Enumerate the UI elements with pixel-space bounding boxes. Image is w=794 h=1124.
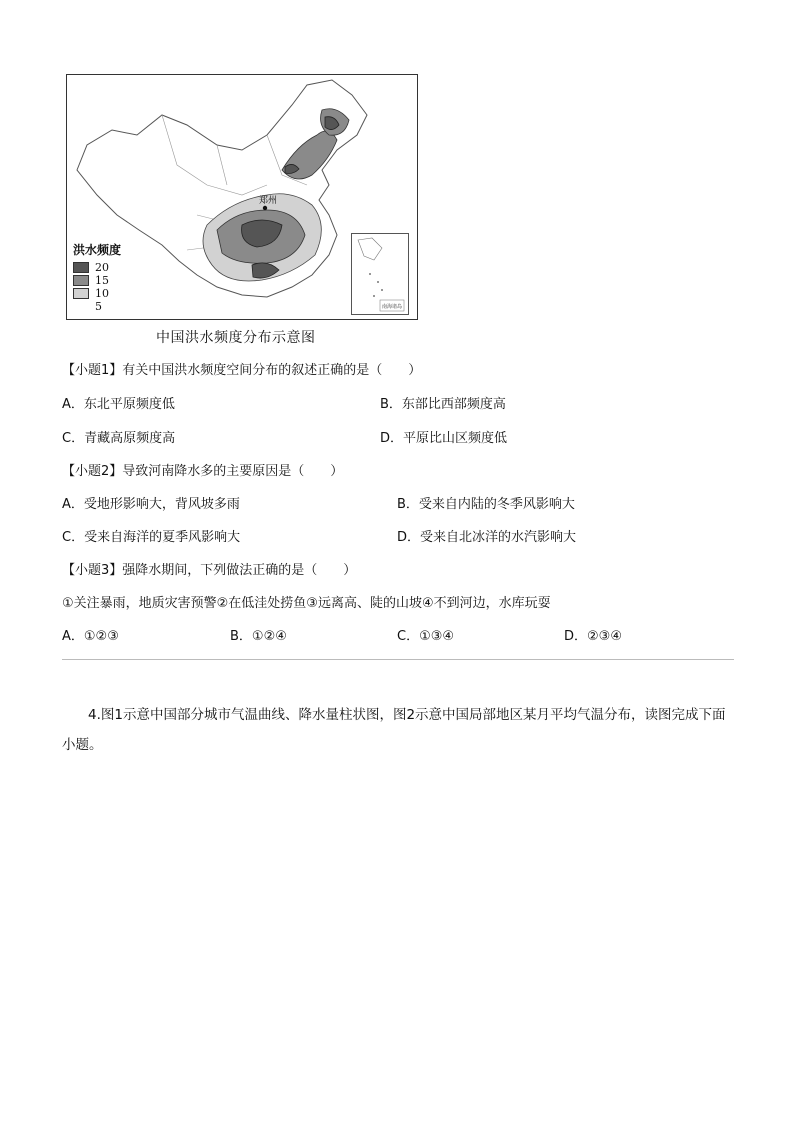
q2-option-d: D．受来自北冰洋的水汽影响大: [397, 530, 577, 545]
legend-swatch-15: [73, 275, 89, 286]
section-divider: [62, 659, 734, 660]
legend-label: 10: [95, 287, 109, 300]
question-2-stem: 【小题2】导致河南降水多的主要原因是（ ）: [62, 464, 344, 479]
q1-option-b: B．东部比西部频度高: [380, 397, 506, 412]
inset-graphic: [352, 234, 408, 314]
legend-label: 5: [95, 300, 102, 313]
q2-option-a: A．受地形影响大，背风坡多雨: [62, 497, 240, 512]
q1-option-d: D．平原比山区频度低: [380, 431, 508, 446]
legend-swatch-20: [73, 262, 89, 273]
legend-row: [73, 287, 143, 300]
figure-caption: 中国洪水频度分布示意图: [156, 330, 316, 346]
q2-option-b: B．受来自内陆的冬季风影响大: [397, 497, 575, 512]
q1-option-a: A．东北平原频度低: [62, 397, 175, 412]
legend-swatch-5: [73, 301, 89, 312]
legend-row: [73, 261, 143, 274]
question-3-stem: 【小题3】强降水期间，下列做法正确的是（ ）: [62, 563, 357, 578]
legend-row: [73, 300, 143, 313]
map-legend: [73, 241, 143, 313]
q1-option-c: C．青藏高原频度高: [62, 431, 176, 446]
south-china-sea-inset: [351, 233, 409, 315]
legend-label: 15: [95, 274, 109, 287]
legend-label: 20: [95, 261, 109, 274]
q3-option-b: B．①②④: [230, 629, 287, 644]
city-marker-icon: [263, 206, 267, 210]
question-1-stem: 【小题1】有关中国洪水频度空间分布的叙述正确的是（ ）: [62, 363, 422, 378]
map-city-label: 郑州: [259, 196, 278, 206]
q3-option-c: C．①③④: [397, 629, 455, 644]
flood-frequency-map: [66, 74, 418, 320]
legend-swatch-10: [73, 288, 89, 299]
question-4-intro: 4.图1示意中国部分城市气温曲线、降水量柱状图，图2示意中国局部地区某月平均气温分布，读图完成下面小题。: [62, 707, 726, 753]
q2-option-c: C．受来自海洋的夏季风影响大: [62, 530, 241, 545]
q3-option-d: D．②③④: [564, 629, 622, 644]
legend-title: 洪水频度: [73, 243, 122, 257]
question-3-statement: ①关注暴雨，地质灾害预警②在低洼处捞鱼③远离高、陡的山坡④不到河边，水库玩耍: [62, 596, 551, 611]
q3-option-a: A．①②③: [62, 629, 119, 644]
legend-row: [73, 274, 143, 287]
inset-label: 南海诸岛: [382, 304, 403, 310]
